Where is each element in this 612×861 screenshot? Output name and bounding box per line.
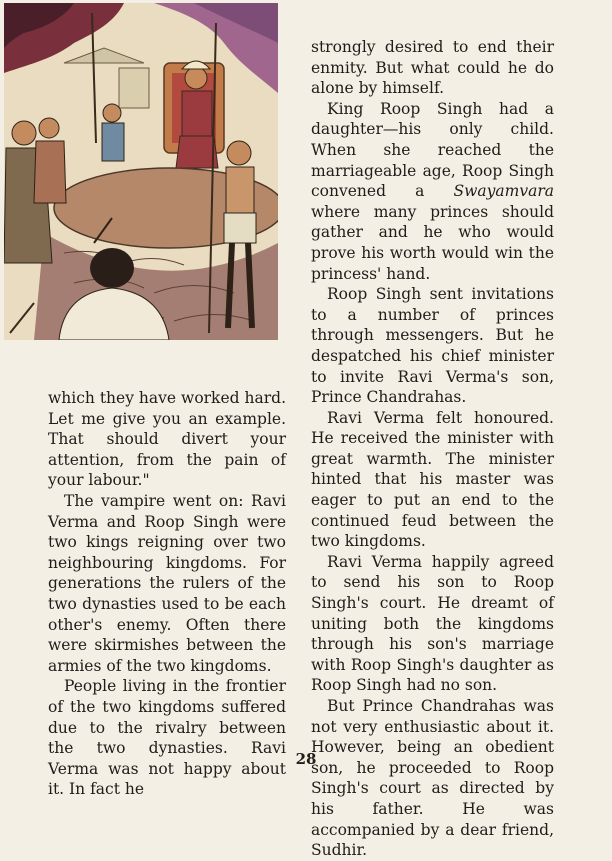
right-paragraph-5: Ravi Verma happily agreed to send his son to Roop Singh's court. He dreamt of uniting both the kingdoms through his son's marriage with Roop Singh's daughter as Roop Singh had no son. <box>311 552 554 695</box>
left-paragraph-1: which they have worked hard. Let me give you an example. That should divert your attention, from the pain of your labour." <box>48 389 286 490</box>
right-paragraph-2-end: where many princes should gather and he who would prove his worth would win the princess' hand. <box>311 202 554 283</box>
illustration-drawing <box>4 3 278 340</box>
right-paragraph-1: strongly desired to end their enmity. But what could he do alone by himself. <box>311 38 554 98</box>
court-scene-illustration <box>4 3 278 340</box>
right-text-column <box>311 37 554 861</box>
swayamvara-term: Swayamvara <box>453 182 554 201</box>
page-number: 28 <box>295 750 317 768</box>
right-paragraph-4: Ravi Verma felt honoured. He received the minister with great warmth. The minister hinted that his master was eager to put an end to the continued feud between the two kingdoms. <box>311 408 554 551</box>
right-paragraph-2-start: King Roop Singh had a daughter—his only child. When she reached the marriageable age, Roop Singh convened a <box>311 99 554 201</box>
right-paragraph-6: But Prince Chandrahas was not very enthusiastic about it. However, being an obedient son, he proceeded to Roop Singh's court as directed by his father. He was accompanied by a dear friend, Sudhir. <box>311 697 554 860</box>
right-paragraph-3: Roop Singh sent invitations to a number of princes through messengers. But he despatched his chief minister to invite Ravi Verma's son, Prince Chandrahas. <box>311 285 554 407</box>
left-paragraph-3: People living in the frontier of the two kingdoms suffered due to the rivalry between the two dynasties. Ravi Verma was not happy about it. In fact he <box>48 677 286 799</box>
left-text-column <box>48 388 286 800</box>
right-paragraph-2 <box>311 99 554 284</box>
left-paragraph-2: The vampire went on: Ravi Verma and Roop Singh were two kings reigning over two neighbouring kingdoms. For generations the rulers of the two dynasties used to be each other's enemy. Often there were skirmishes between the armies of the two kingdoms. <box>48 491 286 675</box>
